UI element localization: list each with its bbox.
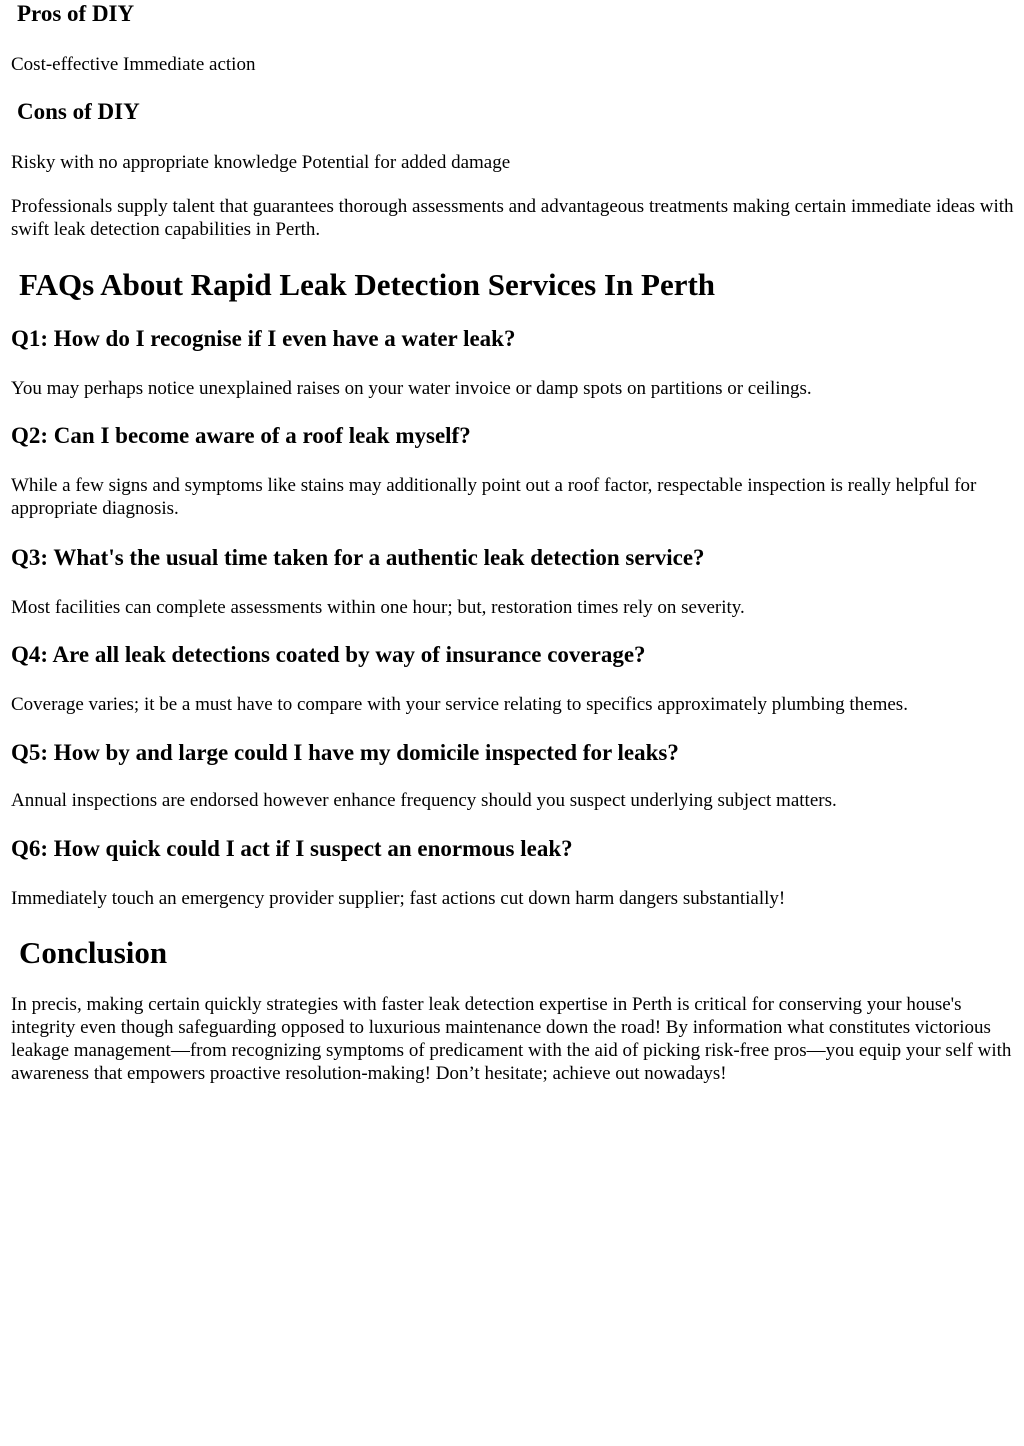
- faq-heading: FAQs About Rapid Leak Detection Services In Perth: [19, 267, 716, 302]
- cons-heading: Cons of DIY: [17, 99, 140, 124]
- faq-answer: Coverage varies; it be a must have to compare with your service relating to specifics approximately plumbing themes.: [11, 694, 908, 715]
- conclusion-heading: Conclusion: [19, 935, 168, 970]
- faq-answer: Most facilities can complete assessments within one hour; but, restoration times rely on severity.: [11, 597, 745, 618]
- faq-question: Q6: How quick could I act if I suspect an enormous leak?: [11, 836, 573, 861]
- cons-text: Risky with no appropriate knowledge Potential for added damage: [11, 152, 511, 173]
- faq-answer: Annual inspections are endorsed however enhance frequency should you suspect underlying subject matters.: [11, 790, 837, 811]
- pros-heading: Pros of DIY: [17, 1, 135, 26]
- faq-answer: Immediately touch an emergency provider supplier; fast actions cut down harm dangers substantially!: [11, 888, 786, 909]
- pros-text: Cost-effective Immediate action: [11, 54, 256, 75]
- faq-answer: You may perhaps notice unexplained raises on your water invoice or damp spots on partitions or ceilings.: [11, 378, 812, 399]
- faq-question: Q2: Can I become aware of a roof leak myself?: [11, 423, 471, 448]
- faq-question: Q5: How by and large could I have my domicile inspected for leaks?: [11, 740, 679, 765]
- faq-question: Q1: How do I recognise if I even have a water leak?: [11, 326, 516, 351]
- conclusion-paragraph: In precis, making certain quickly strategies with faster leak detection expertise in Perth is critical for conserving your house's integrity even though safeguarding opposed to luxurious maintenance down the road! By information what constitutes victorious leakage management—from recognizing symptoms of predicament with the aid of picking risk-free pros—you equip your self with awareness that empowers proactive resolution-making! Don’t hesitate; achieve out nowadays!: [11, 994, 1012, 1084]
- faq-question: Q3: What's the usual time taken for a authentic leak detection service?: [11, 545, 705, 570]
- faq-answer: While a few signs and symptoms like stains may additionally point out a roof factor, respectable inspection is really helpful for appropriate diagnosis.: [11, 475, 977, 519]
- faq-question: Q4: Are all leak detections coated by way of insurance coverage?: [11, 642, 646, 667]
- professionals-paragraph: Professionals supply talent that guarantees thorough assessments and advantageous treatments making certain immediate ideas with swift leak detection capabilities in Perth.: [11, 196, 1014, 240]
